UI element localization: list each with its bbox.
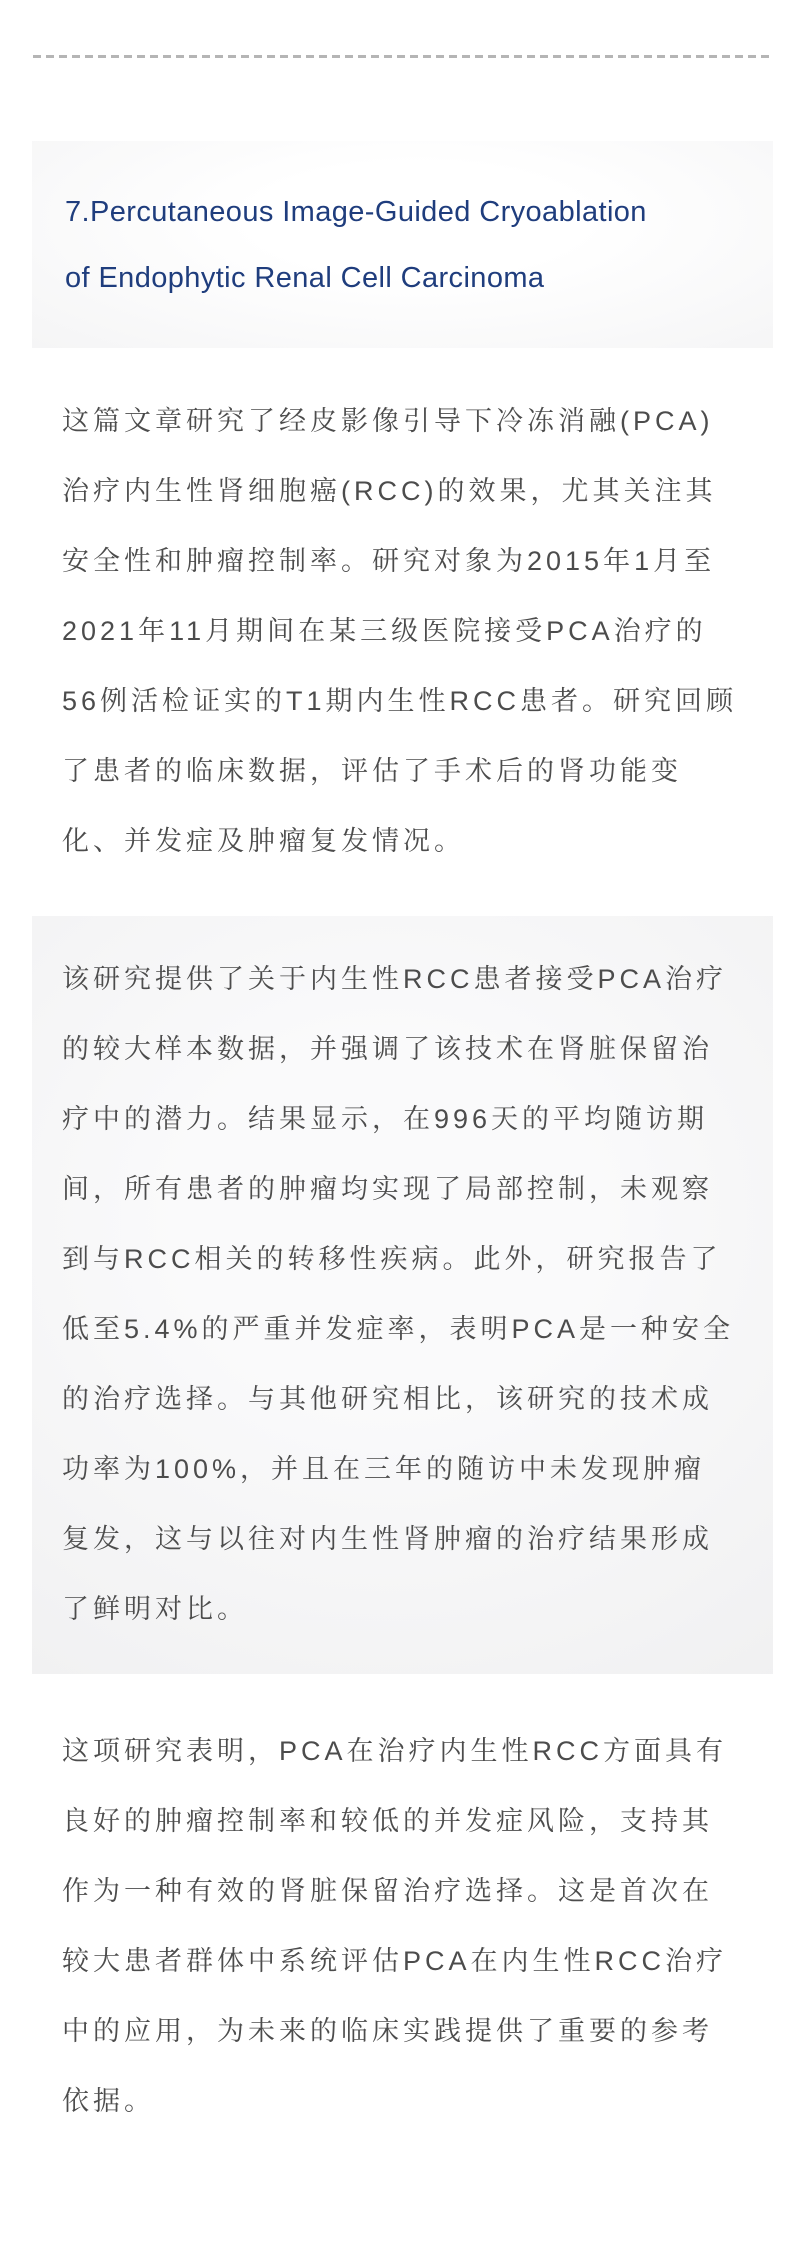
text-line: 间，所有患者的肿瘤均实现了局部控制，未观察 xyxy=(62,1174,713,1204)
text-line: 治疗内生性肾细胞癌(RCC)的效果，尤其关注其 xyxy=(62,476,717,506)
text-line: 疗中的潜力。结果显示，在996天的平均随访期 xyxy=(62,1104,709,1134)
text-line: 这项研究表明，PCA在治疗内生性RCC方面具有 xyxy=(62,1736,728,1766)
text-line: 这篇文章研究了经皮影像引导下冷冻消融(PCA) xyxy=(62,406,714,436)
paragraph-study-findings-card xyxy=(32,916,773,1674)
text-line: 良好的肿瘤控制率和较低的并发症风险，支持其 xyxy=(62,1806,713,1836)
dashed-divider xyxy=(33,55,773,58)
text-line: 的较大样本数据，并强调了该技术在肾脏保留治 xyxy=(62,1034,713,1064)
text-line: 较大患者群体中系统评估PCA在内生性RCC治疗 xyxy=(62,1946,728,1976)
paragraph-study-conclusion xyxy=(62,1716,738,2136)
text-line: 的治疗选择。与其他研究相比，该研究的技术成 xyxy=(62,1384,713,1414)
text-line: 功率为100%，并且在三年的随访中未发现肿瘤 xyxy=(62,1454,706,1484)
text-line: 2021年11月期间在某三级医院接受PCA治疗的 xyxy=(62,616,707,646)
text-line: 作为一种有效的肾脏保留治疗选择。这是首次在 xyxy=(62,1876,713,1906)
text-line: 了鲜明对比。 xyxy=(62,1594,248,1624)
text-line: 7.Percutaneous Image-Guided Cryoablation xyxy=(65,195,647,228)
text-line: 复发，这与以往对内生性肾肿瘤的治疗结果形成 xyxy=(62,1524,713,1554)
text-line: 该研究提供了关于内生性RCC患者接受PCA治疗 xyxy=(62,964,728,994)
article-page xyxy=(0,55,800,2249)
text-line: 了患者的临床数据，评估了手术后的肾功能变 xyxy=(62,756,682,786)
text-line: 依据。 xyxy=(62,2086,155,2116)
paragraph-study-summary xyxy=(62,386,738,876)
text-line: 中的应用，为未来的临床实践提供了重要的参考 xyxy=(62,2016,713,2046)
text-line: 到与RCC相关的转移性疾病。此外，研究报告了 xyxy=(62,1244,722,1274)
text-line: 低至5.4%的严重并发症率，表明PCA是一种安全 xyxy=(62,1314,735,1344)
text-line: 安全性和肿瘤控制率。研究对象为2015年1月至 xyxy=(62,546,716,576)
section-title xyxy=(32,179,647,311)
text-line: 化、并发症及肿瘤复发情况。 xyxy=(62,826,465,856)
text-line: 56例活检证实的T1期内生性RCC患者。研究回顾 xyxy=(62,686,738,716)
text-line: of Endophytic Renal Cell Carcinoma xyxy=(65,261,545,294)
section-title-card xyxy=(32,141,773,348)
